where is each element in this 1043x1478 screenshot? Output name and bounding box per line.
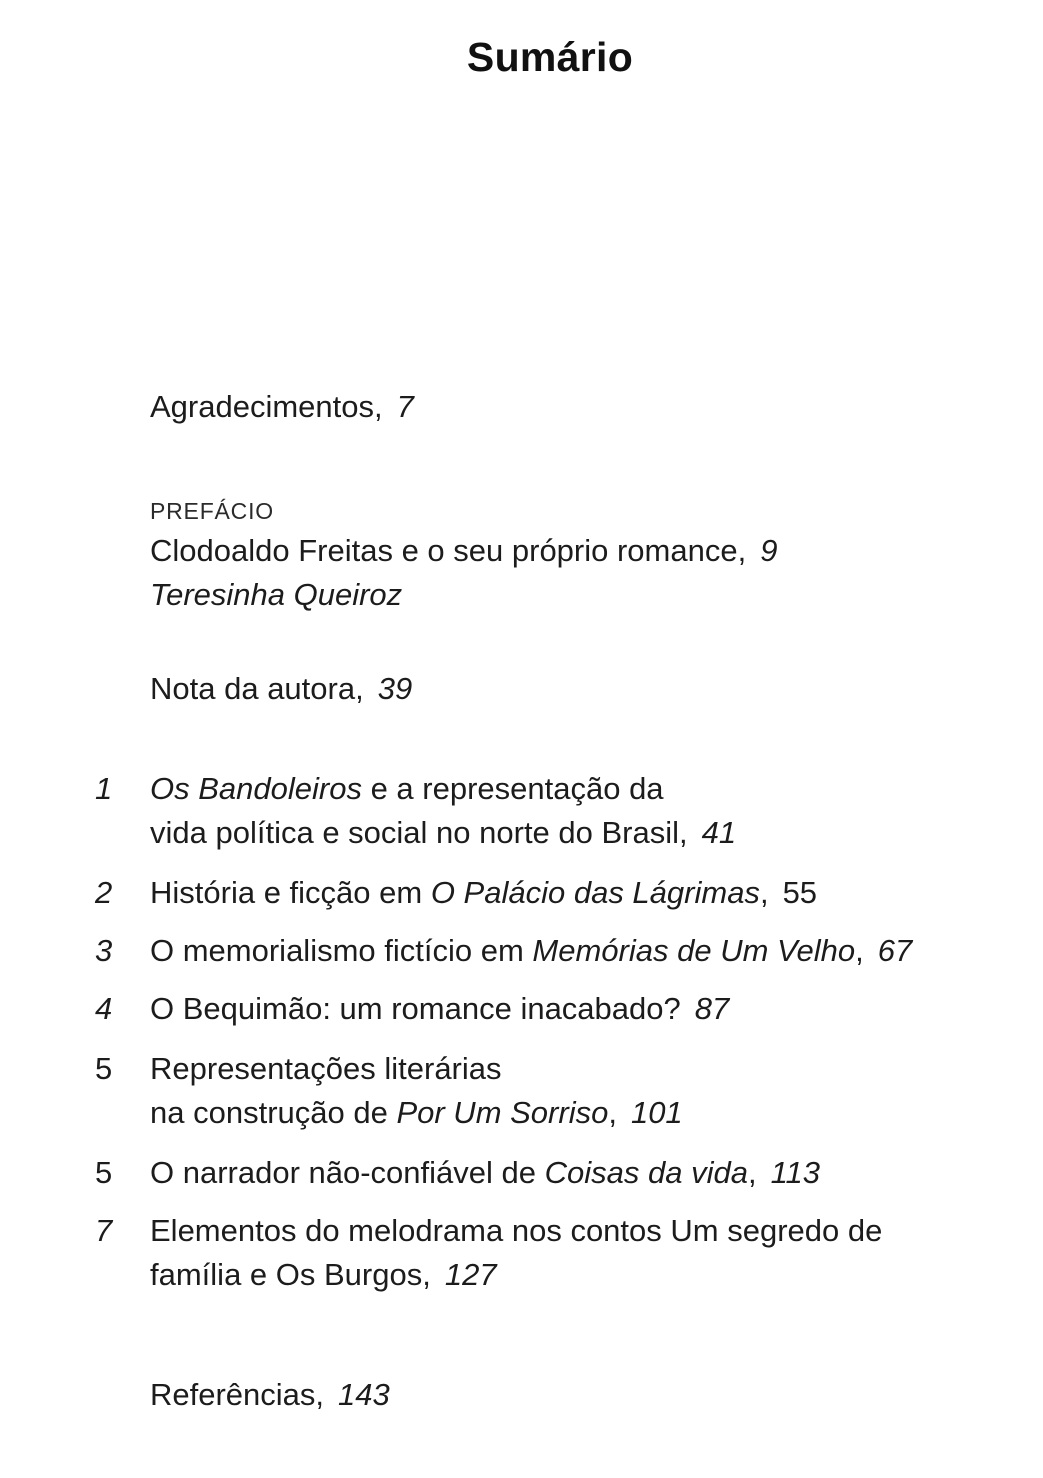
chapter-number: 5 [95,1155,113,1190]
book-title: Por Um Sorriso [396,1095,609,1130]
toc-entry-chapter-6 [150,1154,820,1191]
page-number: 41 [701,815,737,850]
book-title: O Palácio das Lágrimas [430,875,760,910]
entry-text: O narrador não-confiável de [150,1155,545,1190]
book-title: Coisas da vida [544,1155,748,1190]
book-title: Memórias de Um Velho [532,933,856,968]
entry-punct: , [608,1095,617,1130]
entry-text: vida política e social no norte do Brasil, [150,815,688,850]
entry-text: na construção de [150,1095,397,1130]
entry-label: Agradecimentos, [150,389,383,424]
entry-punct: , [747,1155,757,1190]
entry-text: O Bequimão: um romance inacabado? [150,991,681,1026]
entry-text: História e ficção em [150,875,431,910]
page-number: 7 [396,389,414,424]
toc-entry-chapter-1-line-1 [150,770,664,807]
toc-entry-referencias [150,1376,390,1413]
page-number: 101 [630,1095,683,1130]
chapter-number: 2 [95,875,113,910]
page-number: 143 [338,1377,390,1412]
toc-entry-chapter-2 [150,874,817,911]
toc-entry-nota [150,670,412,707]
entry-label: Clodoaldo Freitas e o seu próprio romance, [150,533,747,568]
entry-label: Referências, [150,1377,325,1412]
entry-text: família e Os Burgos, [150,1257,431,1292]
chapter-number: 3 [95,933,113,968]
section-label-prefacio: PREFÁCIO [150,498,274,524]
toc-entry-agradecimentos [150,388,414,425]
page-number: 113 [770,1155,821,1190]
page-number: 87 [694,991,730,1026]
entry-punct: , [759,875,769,910]
toc-entry-prefacio [150,532,777,569]
chapter-number: 5 [95,1051,113,1086]
toc-entry-chapter-5-line-2 [150,1094,683,1131]
toc-entry-chapter-7-line-2 [150,1256,497,1293]
entry-punct: , [855,933,864,968]
page-number: 67 [877,933,913,968]
page-number: 39 [377,671,413,706]
entry-label: Nota da autora, [150,671,364,706]
toc-entry-chapter-1-line-2 [150,814,736,851]
entry-text: O memorialismo fictício em [150,933,533,968]
page-number: 127 [444,1257,497,1292]
chapter-number: 4 [95,991,113,1026]
page-title: Sumário [466,34,634,80]
prefacio-author: Teresinha Queiroz [150,577,403,612]
toc-entry-chapter-5-line-1: Representações literárias [150,1051,502,1086]
chapter-number: 1 [95,771,113,806]
entry-text: e a representação da [361,771,664,806]
toc-entry-chapter-3 [150,932,912,969]
chapter-number: 7 [95,1213,113,1248]
toc-entry-chapter-4 [150,990,729,1027]
page-number: 55 [782,875,818,910]
book-title: Os Bandoleiros [150,771,362,806]
toc-entry-chapter-7-line-1: Elementos do melodrama nos contos Um segredo de [150,1213,883,1248]
page-number: 9 [760,533,778,568]
